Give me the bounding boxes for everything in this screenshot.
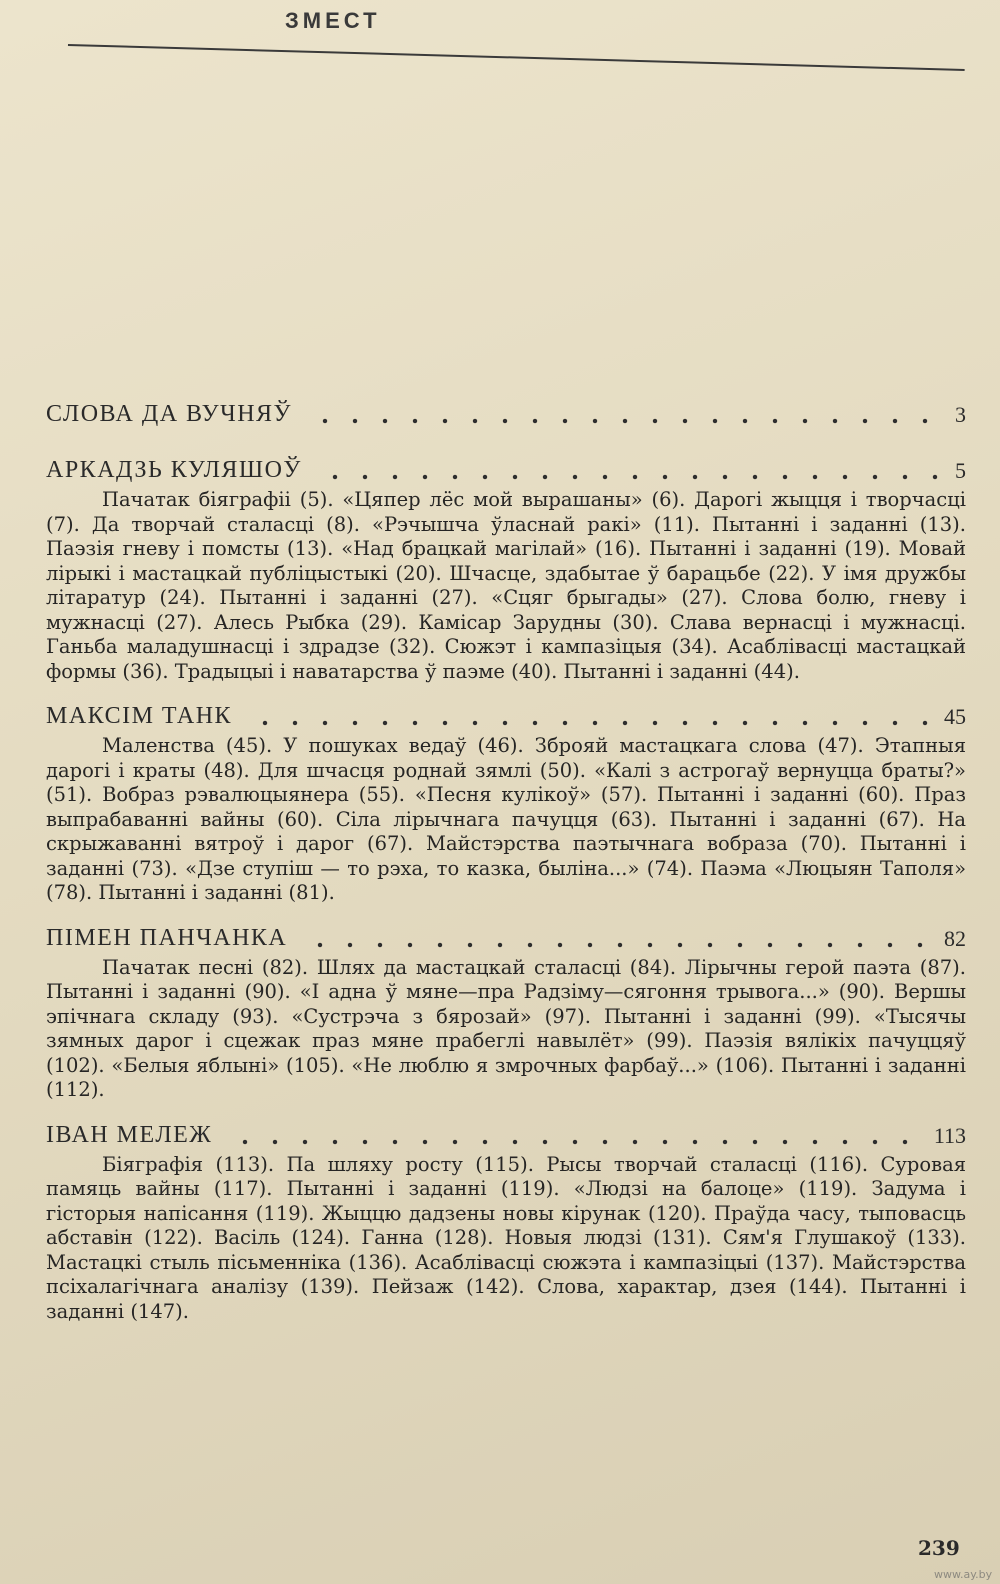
dot-leader (297, 940, 934, 950)
dot-leader (222, 1137, 924, 1147)
dot-leader (302, 416, 945, 426)
toc-section-entries: Маленства (45). У пошуках ведаў (46). Зброяй мастацкага слова (47). Этапныя дарогі і краты (48). Для шчасця роднай зямлі (50). «Калі з астрогаў вернуцца браты?» (51). Вобраз рэвалюцыянера (55). «Песня кулікоў» (57). Пытанні і заданні (60). Праз выпрабаванні вайны (60). Сіла лірычнага пачуцця (63). Пытанні і заданні (67). На скрыжаванні вятроў і дарог (67). Майстэрства паэтычнага вобраза (70). Пытанні і заданні (73). «Дзе ступіш — то рэха, то казка, быліна...» (74). Паэма «Люцыян Таполя» (78). Пытанні і заданні (81). (46, 734, 966, 904)
toc-heading-row (46, 698, 966, 730)
header-rule (68, 44, 965, 71)
toc-section (46, 396, 966, 428)
toc-section (46, 920, 966, 1103)
toc-section (46, 452, 966, 684)
table-of-contents (46, 396, 966, 1338)
toc-heading-row (46, 1117, 966, 1149)
toc-section-entries: Пачатак песні (82). Шлях да мастацкай сталасці (84). Лірычны герой паэта (87). Пытанні і заданні (90). «І адна ў мяне—пра Радзіму—сягоння трывога...» (90). Вершы эпічнага складу (93). «Сустрэча з бярозай» (97). Пытанні і заданні (99). «Тысячы зямных дарог і сцежак праз мяне прабеглі навылёт» (99). Паэзія вялікіх пачуццяў (102). «Белыя яблыні» (105). «Не люблю я змрочных фарбаў...» (106). Пытанні і заданні (112). (46, 955, 966, 1101)
toc-section-title: СЛОВА ДА ВУЧНЯЎ (46, 401, 293, 427)
toc-section (46, 1117, 966, 1325)
toc-heading-row (46, 452, 966, 484)
toc-page-number: 3 (955, 402, 966, 427)
toc-section-entries: Біяграфія (113). Па шляху росту (115). Рысы творчай сталасці (116). Суровая памяць вайны (117). Пытанні і заданні (119). «Людзі на балоце» (119). Задума і гісторыя напісання (119). Жыццю дадзены новы кірунак (120). Праўда часу, тыповасць абставін (122). Васіль (124). Ганна (128). Новыя людзі (131). Сям'я Глушакоў (133). Мастацкі стыль пісьменніка (136). Асаблівасці сюжэта і кампазіцыі (137). Майстэрства псіхалагічнага аналізу (139). Пейзаж (142). Слова, характар, дзея (144). Пытанні і заданні (147). (46, 1152, 966, 1323)
toc-section-title: МАКСІМ ТАНК (46, 703, 233, 729)
toc-section-title: ІВАН МЕЛЕЖ (46, 1121, 213, 1148)
toc-heading-row (46, 396, 966, 428)
toc-page-number: 82 (944, 925, 966, 951)
toc-section-title: АРКАДЗЬ КУЛЯШОЎ (46, 457, 302, 483)
toc-section-entries: Пачатак біяграфіі (5). «Цяпер лёс мой вырашаны» (6). Дарогі жыцця і творчасці (7). Да творчай сталасці (8). «Рэчышча ўласнай ракі» (11). Пытанні і заданні (13). Паэзія гневу і помсты (13). «Над брацкай магілай» (16). Пытанні і заданні (19). Мовай лірыкі і мастацкай публіцыстыкі (20). Шчасце, здабытае ў барацьбе (22). У імя дружбы літаратур (24). Пытанні і заданні (27). «Сцяг брыгады» (27). Слова болю, гневу і мужнасці (27). Алесь Рыбка (29). Камісар Зарудны (30). Слава вернасці і мужнасці. Ганьба маладушнасці і здрадзе (32). Сюжэт і кампазіцыя (34). Асаблівасці мастацкай формы (36). Традыцыі і наватарства ў паэме (40). Пытанні і заданні (44). (46, 488, 966, 683)
toc-section (46, 698, 966, 906)
toc-heading-row (46, 920, 966, 952)
page-number: 239 (918, 1536, 960, 1560)
toc-page-number: 113 (933, 1122, 966, 1148)
page-header-title: ЗМЕСТ (285, 8, 381, 33)
watermark: www.ay.by (934, 1568, 993, 1581)
dot-leader (242, 718, 934, 728)
toc-page-number: 45 (944, 704, 966, 729)
dot-leader (312, 472, 945, 482)
toc-section-title: ПІМЕН ПАНЧАНКА (46, 924, 288, 951)
toc-page-number: 5 (955, 458, 966, 483)
